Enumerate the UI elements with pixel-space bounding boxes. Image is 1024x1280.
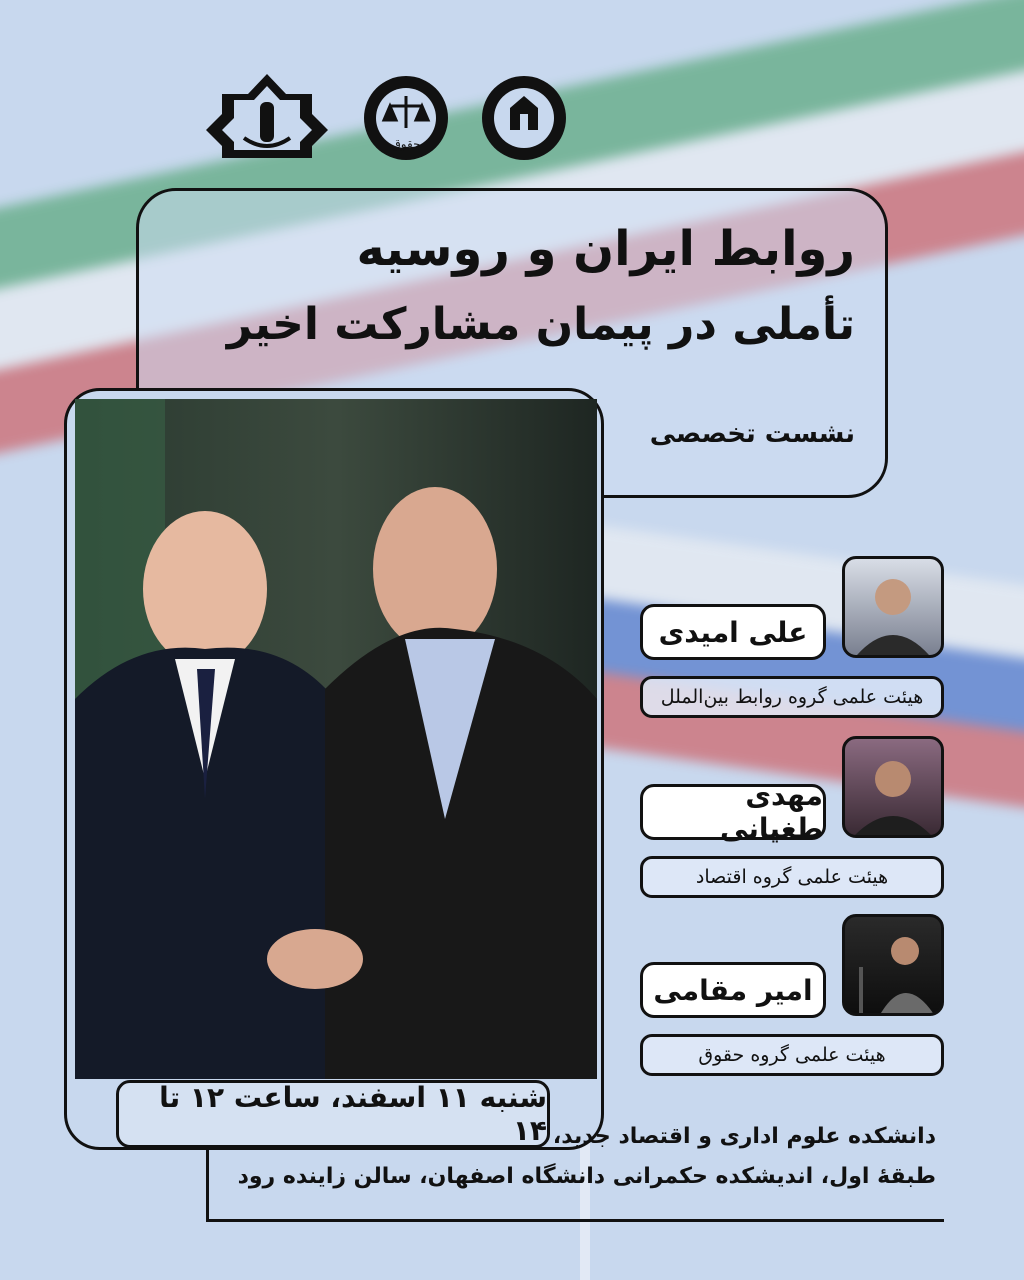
speaker-photo-2 — [842, 736, 944, 838]
event-date-time: شنبه ۱۱ اسفند، ساعت ۱۲ تا ۱۴ — [116, 1080, 550, 1148]
speaker-photo-1 — [842, 556, 944, 658]
photo-frame — [64, 388, 604, 1150]
venue-line-1: دانشکده علوم اداری و اقتصاد جدید، — [552, 1124, 936, 1149]
university-logo — [476, 68, 572, 164]
logo-row — [200, 68, 580, 164]
speaker-name-3: امیر مقامی — [640, 962, 826, 1018]
leaders-handshake-photo — [75, 399, 597, 1079]
law-faculty-logo — [360, 68, 452, 164]
speaker-name-1: علی امیدی — [640, 604, 826, 660]
speaker-name-2: مهدی طغیانی — [640, 784, 826, 840]
speaker-role-2: هیئت علمی گروه اقتصاد — [640, 856, 944, 898]
event-subtitle-topic: تأملی در پیمان مشارکت اخیر — [226, 299, 855, 350]
law-logo-text: حقوق — [391, 137, 421, 151]
event-type: نشست تخصصی — [649, 419, 855, 449]
event-title: روابط ایران و روسیه — [356, 221, 855, 277]
speaker-role-3: هیئت علمی گروه حقوق — [640, 1034, 944, 1076]
venue-line-2: طبقهٔ اول، اندیشکده حکمرانی دانشگاه اصفهان، سالن زاینده رود — [237, 1164, 936, 1189]
speaker-photo-3 — [842, 914, 944, 1016]
speaker-role-1: هیئت علمی گروه روابط بین‌الملل — [640, 676, 944, 718]
governance-institute-logo — [200, 68, 334, 164]
